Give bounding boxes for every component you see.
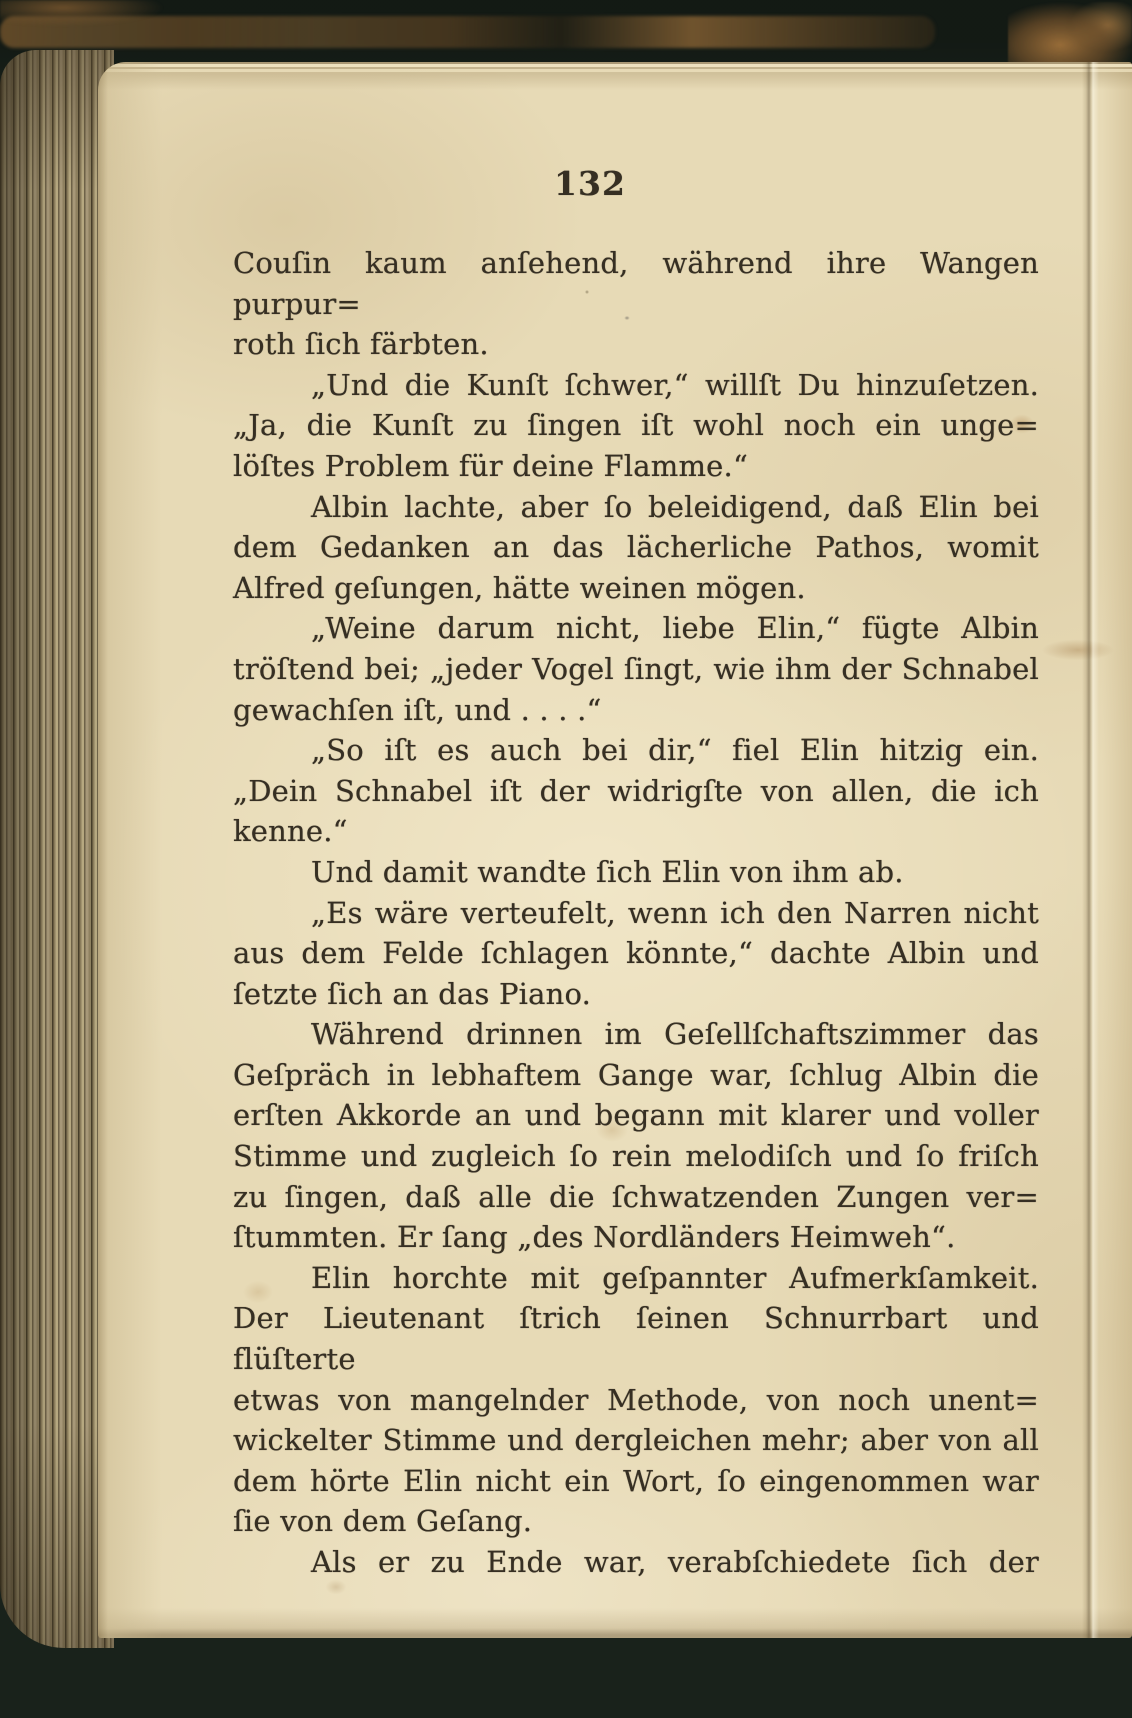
- text-line: ſetzte ſich an das Piano.: [233, 976, 592, 1011]
- text-line: Und damit wandte ſich Elin von ihm ab.: [311, 854, 904, 889]
- text-line: aus dem Felde ſchlagen könnte,“ dachte Albin und: [233, 936, 1039, 971]
- text-line: Als er zu Ende war, verabſchiedete ſich der: [311, 1545, 1039, 1579]
- text-line: erſten Akkorde an und begann mit klarer und voller: [233, 1098, 1039, 1133]
- page-stack-edges: [0, 50, 114, 1648]
- text-line: ſtummten. Er ſang „des Nordländers Heimweh“.: [233, 1220, 956, 1255]
- text-line: roth ſich färbten.: [233, 327, 489, 362]
- text-line: wickelter Stimme und dergleichen mehr; aber von all: [233, 1423, 1039, 1458]
- text-line: Stimme und zugleich ſo rein melodiſch und ſo friſch: [233, 1139, 1039, 1174]
- cover-worn-patch-left: [0, 0, 180, 26]
- text-line: „Und die Kunſt ſchwer,“ willſt Du hinzuſetzen.: [311, 367, 1039, 402]
- text-line: dem hörte Elin nicht ein Wort, ſo eingenommen war: [233, 1463, 1039, 1498]
- text-line: ſie von dem Geſang.: [233, 1504, 533, 1539]
- text-line: Der Lieutenant ſtrich ſeinen Schnurrbart und flüſterte: [233, 1301, 1039, 1377]
- page-text: [233, 243, 1039, 1583]
- text-line: „Es wäre verteufelt, wenn ich den Narren nicht: [311, 895, 1039, 930]
- page-crease: [1082, 62, 1099, 1638]
- text-line: Elin horchte mit geſpannter Aufmerkſamkeit.: [311, 1260, 1039, 1295]
- text-line: zu ſingen, daß alle die ſchwatzenden Zungen ver=: [233, 1179, 1039, 1214]
- text-line: Während drinnen im Geſellſchaftszimmer das: [311, 1017, 1039, 1052]
- page-number: 132: [554, 164, 626, 203]
- text-line: „Dein Schnabel iſt der widrigſte von allen, die ich: [233, 773, 1039, 808]
- text-line: „So iſt es auch bei dir,“ fiel Elin hitzig ein.: [311, 733, 1039, 768]
- text-line: „Weine darum nicht, liebe Elin,“ fügte Albin: [311, 611, 1039, 646]
- text-line: tröſtend bei; „jeder Vogel ſingt, wie ihm der Schnabel: [233, 651, 1039, 686]
- text-line: Geſpräch in lebhaftem Gange war, ſchlug Albin die: [233, 1057, 1039, 1092]
- text-line: etwas von mangelnder Methode, von noch unent=: [233, 1382, 1039, 1417]
- text-line: dem Gedanken an das lächerliche Pathos, womit: [233, 530, 1039, 565]
- text-line: Albin lachte, aber ſo beleidigend, daß Elin bei: [311, 489, 1039, 524]
- text-line: gewachſen iſt, und . . . .“: [233, 692, 602, 727]
- text-line: „Ja, die Kunſt zu ſingen iſt wohl noch ein unge=: [233, 408, 1039, 443]
- text-line: kenne.“: [233, 814, 348, 849]
- text-line: Alfred geſungen, hätte weinen mögen.: [233, 570, 806, 605]
- text-line: löſtes Problem für deine Flamme.“: [233, 448, 748, 483]
- text-line: Couſin kaum anſehend, während ihre Wangen purpur=: [233, 246, 1039, 321]
